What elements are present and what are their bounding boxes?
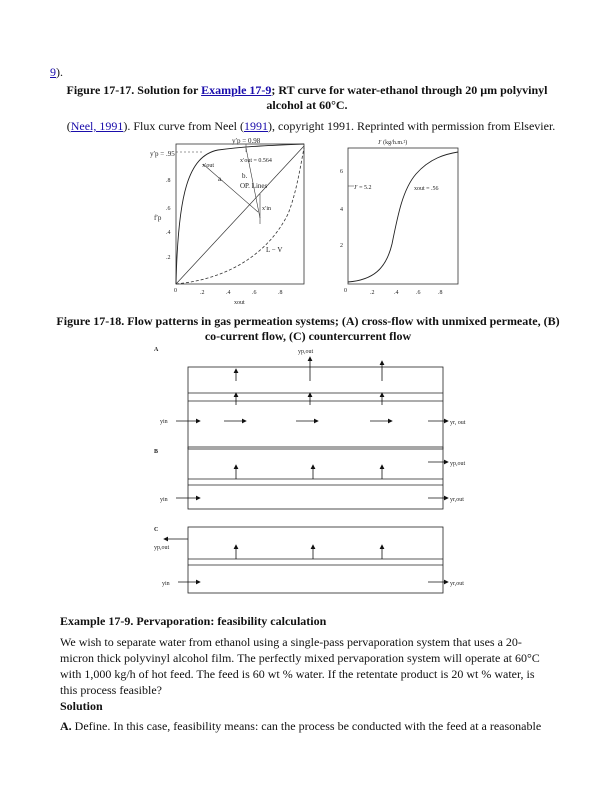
section-c-label: C bbox=[154, 527, 159, 533]
plot-b-ytick: 6 bbox=[340, 169, 343, 175]
plot-b-frame bbox=[348, 148, 458, 284]
plot-b-j: J′ = 5.2 bbox=[354, 185, 372, 191]
plot-a-lv: L − V bbox=[266, 246, 283, 254]
neel-1991-link[interactable]: Neel, 1991 bbox=[70, 119, 124, 133]
plot-a-ytick: .2 bbox=[166, 255, 171, 261]
plot-a-xtick: .8 bbox=[278, 290, 283, 296]
credit-open: ( bbox=[66, 119, 71, 133]
section-c-y-in: yin bbox=[162, 581, 170, 587]
plot-a-ylabel: f′p bbox=[154, 214, 162, 222]
section-a-yr-out: yr, out bbox=[450, 420, 466, 426]
credit-mid: ). Flux curve from Neel ( bbox=[123, 119, 244, 133]
credit-end: ), copyright 1991. Reprinted with permission from Elsevier. bbox=[268, 119, 556, 133]
fig17-rest: ; RT curve for water-ethanol through 20 µm polyvinyl alcohol at 60°C. bbox=[266, 83, 548, 112]
plot-a-op-lines: OP. Lines bbox=[240, 182, 268, 190]
solution-step-a bbox=[60, 718, 554, 734]
plot-a-ytick: .6 bbox=[166, 206, 171, 212]
solution-heading: Solution bbox=[60, 699, 103, 713]
plot-a-yp-top: y′p = 0.98 bbox=[232, 137, 261, 145]
plot-b-xtick: .8 bbox=[438, 290, 443, 296]
plot-a-xlabel: xout bbox=[234, 300, 245, 306]
plot-a-ytick: .8 bbox=[166, 178, 171, 184]
plot-a-xtick: .6 bbox=[252, 290, 257, 296]
plot-a-ytick: .4 bbox=[166, 230, 171, 236]
plot-b-xtick: .4 bbox=[394, 290, 399, 296]
section-c-box bbox=[188, 527, 443, 593]
figure-17-18-caption: Figure 17-18. Flow patterns in gas permeation systems; (A) cross-flow with unmixed permeate, (B) co-current flow, (C) countercurrent flow bbox=[56, 314, 560, 343]
example-title: Example 17-9. Pervaporation: feasibility calculation bbox=[60, 614, 327, 628]
plot-b-xtick: 0 bbox=[344, 288, 347, 294]
plot-a-xtick: 0 bbox=[174, 288, 177, 294]
ref-link-9[interactable]: 9 bbox=[50, 65, 56, 79]
fig17-prefix: Figure 17-17. Solution for bbox=[66, 83, 202, 97]
section-a-box bbox=[188, 367, 443, 449]
figure-17-18-diagram bbox=[148, 345, 488, 600]
plot-a-yp-left: y′p = .95 bbox=[150, 150, 175, 158]
section-b-y-in: yin bbox=[160, 497, 168, 503]
plot-a-label-b: b. bbox=[242, 172, 248, 180]
plot-b-xtick: .6 bbox=[416, 290, 421, 296]
year-1991-link[interactable]: 1991 bbox=[244, 119, 268, 133]
step-a-text: Define. In this case, feasibility means: can the process be conducted with the feed at a reasonable bbox=[71, 719, 542, 733]
plot-b-flux-curve bbox=[348, 152, 458, 282]
plot-b-xtick: .2 bbox=[370, 290, 375, 296]
section-c-yp-out: yp,out bbox=[154, 545, 170, 551]
plot-a-xout-label: x′out bbox=[202, 163, 214, 169]
plot-b-ytick: 2 bbox=[340, 243, 343, 249]
plot-b-ytick: 4 bbox=[340, 207, 343, 213]
section-a-yp-out: yp,out bbox=[298, 349, 314, 355]
plot-b-title: J′ (kg/h.m.²) bbox=[378, 140, 408, 146]
plot-a-xtick: .2 bbox=[200, 290, 205, 296]
top-fragment-tail: ). bbox=[56, 65, 63, 79]
section-b-box bbox=[188, 447, 443, 509]
plot-a-xtick: .4 bbox=[226, 290, 231, 296]
figure-17-17-plots bbox=[148, 134, 478, 314]
section-a-y-in: yin bbox=[160, 419, 168, 425]
example-17-9-link[interactable]: Example 17-9 bbox=[201, 83, 272, 97]
plot-a-xout-val: x′out = 0.564 bbox=[240, 158, 272, 164]
figure-17-17-caption bbox=[60, 83, 554, 113]
section-a-label: A bbox=[154, 347, 159, 353]
plot-b-xout: xout = .56 bbox=[414, 186, 439, 192]
step-a-label: A. bbox=[60, 719, 72, 733]
section-c-yr-out: yr,out bbox=[450, 581, 464, 587]
plot-a-xin: x′in bbox=[262, 206, 271, 212]
top-fragment bbox=[50, 64, 63, 80]
section-b-yp-out: yp,out bbox=[450, 461, 466, 467]
section-b-yr-out: yr,out bbox=[450, 497, 464, 503]
section-b-label: B bbox=[154, 449, 159, 455]
figure-credit bbox=[56, 118, 566, 134]
plot-a-label-a: a. bbox=[218, 175, 223, 183]
example-paragraph: We wish to separate water from ethanol using a single-pass pervaporation system that uses a 20-micron thick polyvinyl alcohol film. The perfectly mixed pervaporation system will operate at 60°C with 1,000 kg/h of hot feed. The feed is 60 wt % water. If the retentate product is 20 wt % water, is this process feasible? bbox=[60, 635, 540, 697]
